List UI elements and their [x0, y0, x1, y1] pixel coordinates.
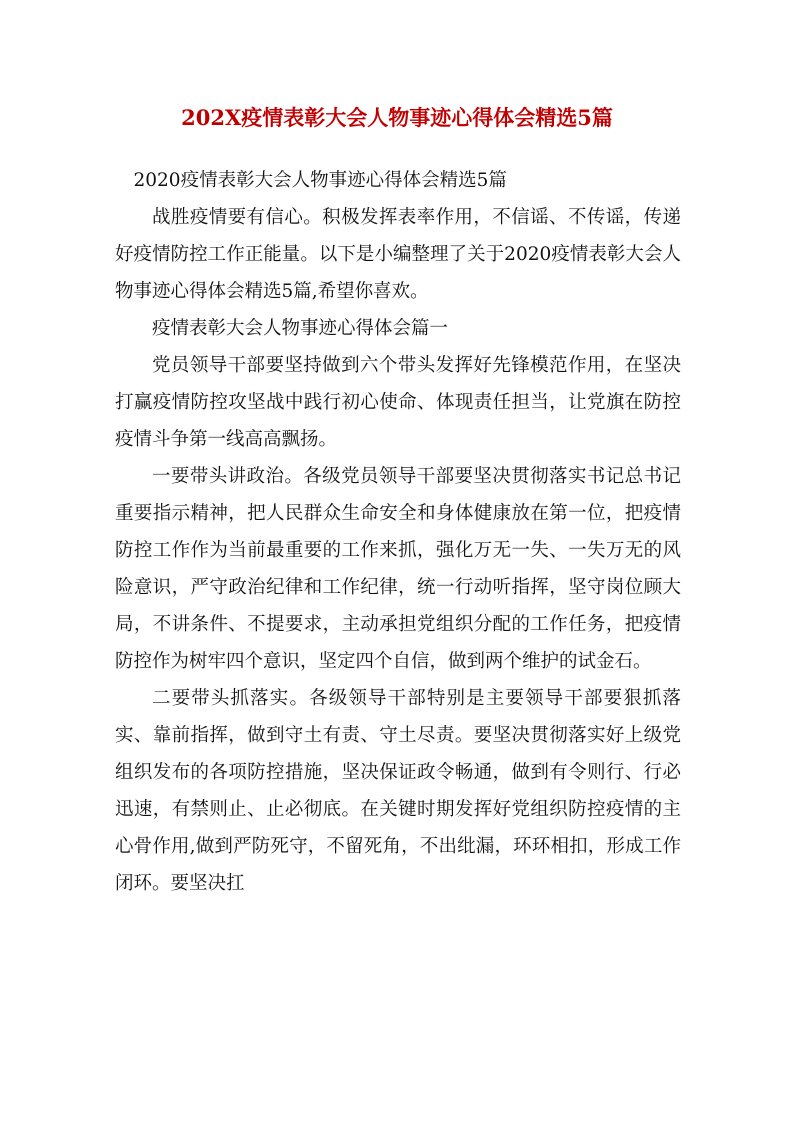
- document-body: [115, 162, 681, 902]
- body-paragraph: 党员领导干部要坚持做到六个带头发挥好先锋模范作用，在坚决打赢疫情防控攻坚战中践行初心使命、体现责任担当，让党旗在防控疫情斗争第一线高高飘扬。: [115, 355, 681, 450]
- body-paragraph: 一要带头讲政治。各级党员领导干部要坚决贯彻落实书记总书记重要指示精神，把人民群众生命安全和身体健康放在第一位，把疫情防控工作作为当前最重要的工作来抓，强化万无一失、一失万无的风险意识，严守政治纪律和工作纪律，统一行动听指挥，坚守岗位顾大局，不讲条件、不提要求，主动承担党组织分配的工作任务，把疫情防控作为树牢四个意识，坚定四个自信，做到两个维护的试金石。: [115, 466, 681, 672]
- body-paragraph: 二要带头抓落实。各级领导干部特别是主要领导干部要狠抓落实、靠前指挥，做到守土有责、守土尽责。要坚决贯彻落实好上级党组织发布的各项防控措施，坚决保证政令畅通，做到有令则行、行必迅速，有禁则止、止必彻底。在关键时期发挥好党组织防控疫情的主心骨作用,做到严防死守，不留死角，不出纰漏，环环相扣，形成工作闭环。要坚决扛: [115, 688, 681, 894]
- section-heading: 疫情表彰大会人物事迹心得体会篇一: [152, 318, 449, 339]
- intro-paragraph: 战胜疫情要有信心。积极发挥表率作用，不信谣、不传谣，传递好疫情防控工作正能量。以下是小编整理了关于2020疫情表彰大会人物事迹心得体会精选5篇,希望你喜欢。: [115, 207, 681, 302]
- document-title: 202X疫情表彰大会人物事迹心得体会精选5篇: [181, 105, 613, 130]
- document-subtitle: 2020疫情表彰大会人物事迹心得体会精选5篇: [133, 170, 507, 191]
